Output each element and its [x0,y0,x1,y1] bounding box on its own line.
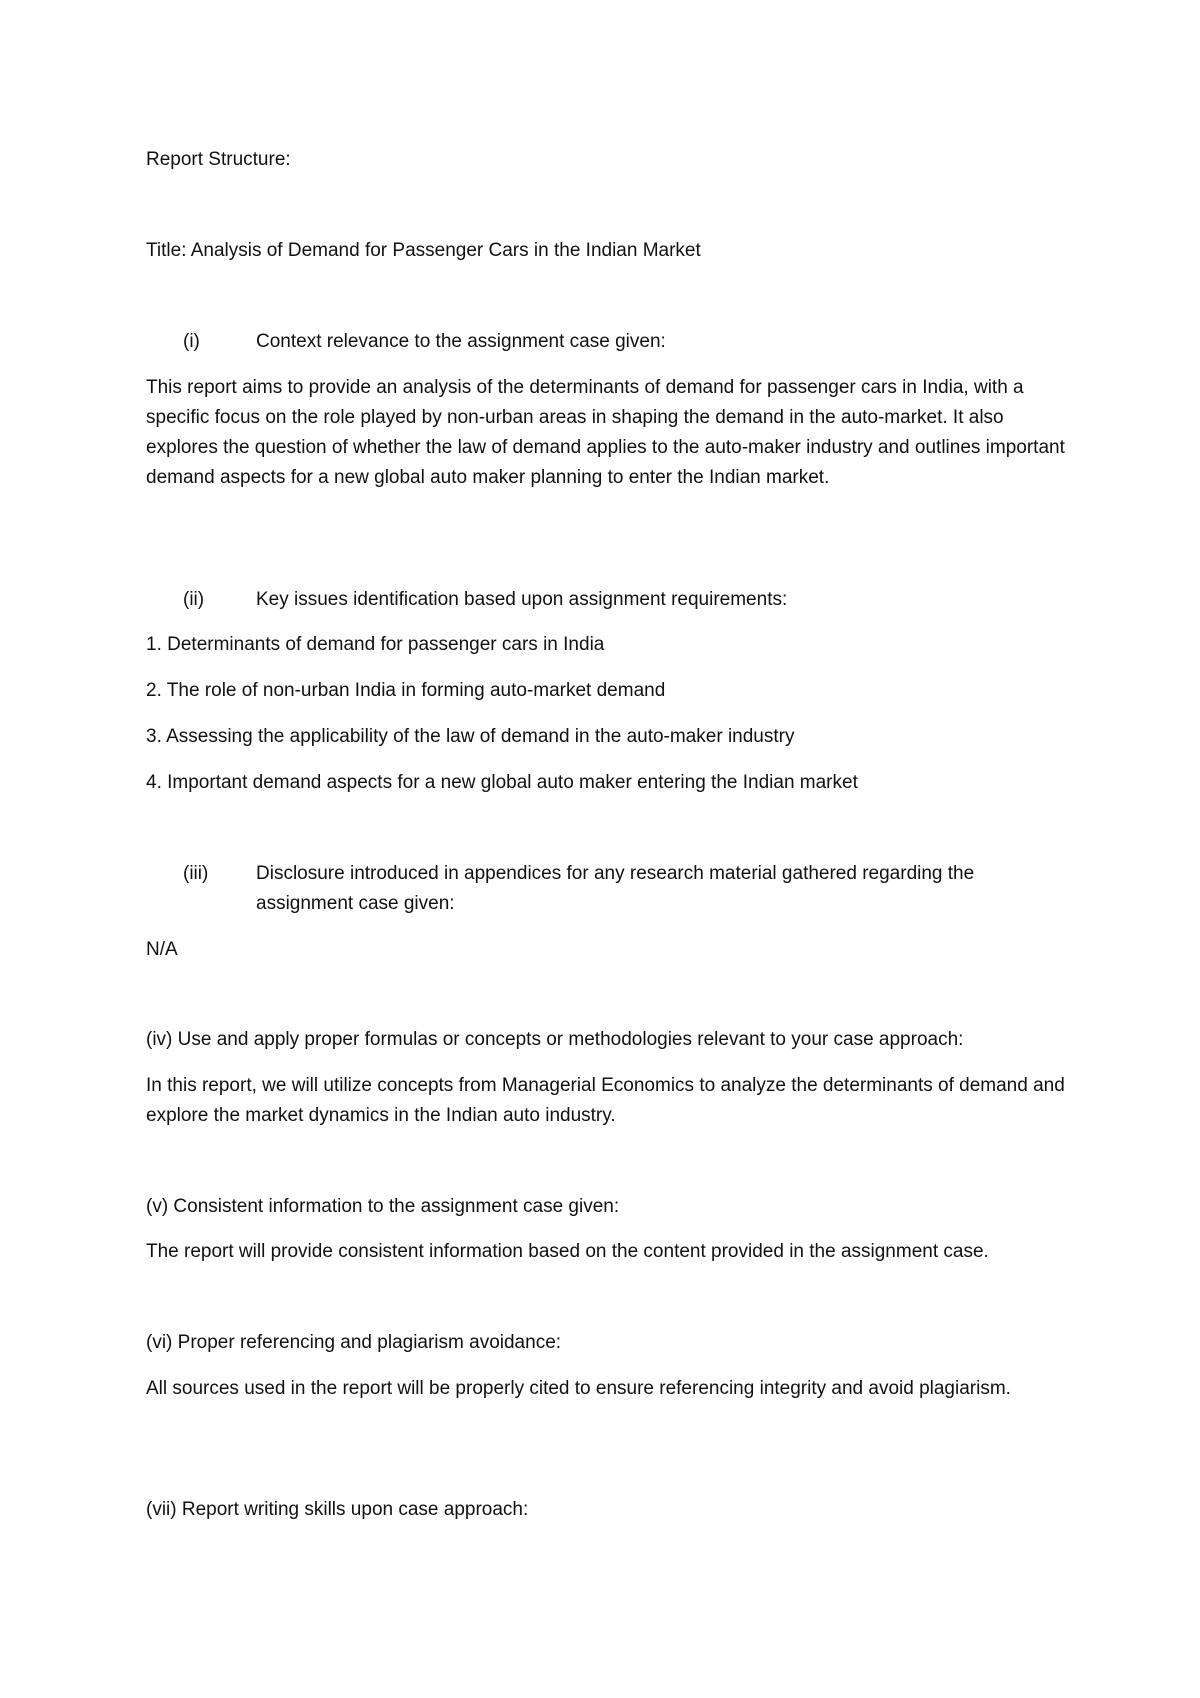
section-i-body: This report aims to provide an analysis of the determinants of demand for passenger cars in India, with a specific focus on the role played by non-urban areas in shaping the demand in the auto-market. It also explores the question of whether the law of demand applies to the auto-maker industry and outlines important demand aspects for a new global auto maker planning to enter the Indian market. [146,377,1065,488]
report-title: Title: Analysis of Demand for Passenger Cars in the Indian Market [146,240,701,261]
section-vii-heading: (vii) Report writing skills upon case approach: [146,1499,529,1520]
section-iii-body: N/A [146,939,178,960]
section-vi-body: All sources used in the report will be properly cited to ensure referencing integrity and avoid plagiarism. [146,1378,1011,1399]
list-item: 4. Important demand aspects for a new global auto maker entering the Indian market [146,772,858,793]
section-iii-heading: Disclosure introduced in appendices for any research material gathered regarding the assignment case given: [256,863,975,914]
section-i-number: (i) [183,331,200,352]
list-item: 1. Determinants of demand for passenger cars in India [146,634,605,655]
report-structure-label: Report Structure: [146,149,291,170]
list-item: 3. Assessing the applicability of the law of demand in the auto-maker industry [146,726,795,747]
list-item: 2. The role of non-urban India in forming auto-market demand [146,680,666,701]
section-v-heading: (v) Consistent information to the assignment case given: [146,1196,620,1217]
section-v-body: The report will provide consistent information based on the content provided in the assignment case. [146,1241,989,1262]
section-ii-number: (ii) [183,589,205,610]
section-ii-heading: Key issues identification based upon assignment requirements: [256,589,788,610]
section-vi-heading: (vi) Proper referencing and plagiarism avoidance: [146,1332,562,1353]
section-iv-heading: (iv) Use and apply proper formulas or concepts or methodologies relevant to your case approach: [146,1029,964,1050]
section-iii-number: (iii) [183,863,209,884]
section-i-heading: Context relevance to the assignment case given: [256,331,666,352]
section-iv-body: In this report, we will utilize concepts from Managerial Economics to analyze the determinants of demand and explore the market dynamics in the Indian auto industry. [146,1075,1065,1126]
